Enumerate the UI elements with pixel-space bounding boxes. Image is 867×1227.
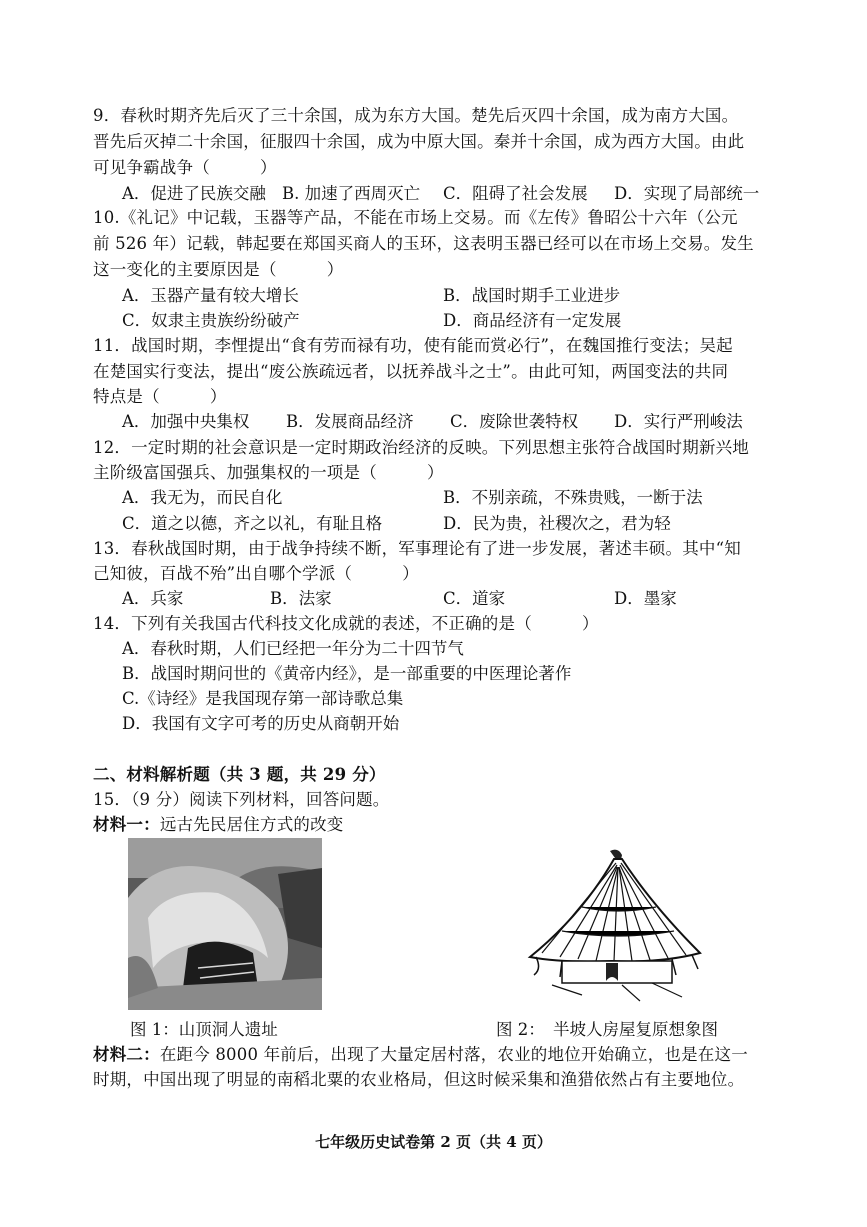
q13-line-2: 己知彼，百战不殆”出自哪个学派（ ）	[93, 564, 419, 583]
q10-option-c: C．奴隶主贵族纷纷破产	[122, 311, 300, 330]
q14-option-a: A．春秋时期，人们已经把一年分为二十四节气	[122, 639, 464, 658]
q10-line-3: 这一变化的主要原因是（ ）	[93, 260, 344, 279]
q9-option-d: D．实现了局部统一	[614, 184, 760, 203]
material-1-label: 材料一：	[93, 815, 160, 834]
q12-option-b: B．不别亲疏，不殊贵贱，一断于法	[443, 488, 703, 507]
q11-line-1: 11．战国时期，李悝提出“食有劳而禄有功，使有能而赏必行”，在魏国推行变法；吴起	[93, 336, 733, 355]
q13-option-d: D．墨家	[614, 589, 677, 608]
q14-option-c: C.《诗经》是我国现存第一部诗歌总集	[122, 689, 404, 708]
q12-line-1: 12．一定时期的社会意识是一定时期政治经济的反映。下列思想主张符合战国时期新兴地	[93, 438, 749, 457]
material-1-text: 远古先民居住方式的改变	[159, 815, 344, 834]
q11-option-d: D．实行严刑峻法	[614, 412, 743, 431]
q12-line-2: 主阶级富国强兵、加强集权的一项是（ ）	[93, 463, 444, 482]
q14-option-b: B．战国时期问世的《黄帝内经》，是一部重要的中医理论著作	[122, 664, 572, 683]
page-footer: 七年级历史试卷第 2 页（共 4 页）	[315, 1133, 552, 1151]
q9-option-b: B. 加速了西周灭亡	[282, 184, 421, 203]
q10-line-2: 前 526 年）记载，韩起要在郑国买商人的玉环，这表明玉器已经可以在市场上交易。发生	[93, 234, 754, 253]
q13-option-c: C．道家	[443, 589, 506, 608]
material-2-line-2: 时期，中国出现了明显的南稻北粟的农业格局，但这时候采集和渔猎依然占有主要地位。	[93, 1070, 745, 1089]
thatched-hut-drawing	[522, 845, 704, 1003]
material-1	[93, 813, 344, 837]
q9-option-a: A．促进了民族交融	[122, 184, 266, 203]
q12-option-d: D．民为贵，社稷次之，君为轻	[443, 514, 671, 533]
q9-option-c: C．阻碍了社会发展	[443, 184, 588, 203]
q11-line-2: 在楚国实行变法，提出“废公族疏远者，以抚养战斗之士”。由此可知，两国变法的共同	[93, 362, 729, 381]
q10-option-b: B．战国时期手工业进步	[443, 286, 621, 305]
figure-1-caption: 图 1：山顶洞人遗址	[130, 1020, 278, 1039]
q13-option-b: B．法家	[270, 589, 332, 608]
cave-photo-image	[128, 838, 322, 1010]
q9-line-2: 晋先后灭掉二十余国，征服四十余国，成为中原大国。秦并十余国，成为西方大国。由此	[93, 132, 745, 151]
material-2-line-1	[93, 1043, 748, 1067]
q14-line-1: 14．下列有关我国古代科技文化成就的表述，不正确的是（ ）	[93, 614, 599, 633]
figure-2-caption: 图 2： 半坡人房屋复原想象图	[496, 1020, 718, 1039]
q12-option-c: C．道之以德，齐之以礼，有耻且格	[122, 514, 383, 533]
q11-option-b: B．发展商品经济	[286, 412, 414, 431]
q10-line-1: 10.《礼记》中记载，玉器等产品，不能在市场上交易。而《左传》鲁昭公十六年（公元	[93, 208, 738, 227]
section-2-heading: 二、材料解析题（共 3 题，共 29 分）	[93, 765, 386, 784]
q11-line-3: 特点是（ ）	[93, 387, 227, 406]
q12-option-a: A．我无为，而民自化	[122, 488, 283, 507]
material-2-text-1: 在距今 8000 年前后，出现了大量定居村落，农业的地位开始确立，也是在这一	[159, 1045, 748, 1064]
q9-line-1: 9．春秋时期齐先后灭了三十余国，成为东方大国。楚先后灭四十余国，成为南方大国。	[93, 106, 739, 125]
q10-option-d: D．商品经济有一定发展	[443, 311, 622, 330]
q13-line-1: 13．春秋战国时期，由于战争持续不断，军事理论有了进一步发展，著述丰硕。其中“知	[93, 539, 741, 558]
q11-option-a: A．加强中央集权	[122, 412, 250, 431]
q13-option-a: A．兵家	[122, 589, 184, 608]
q9-line-3: 可见争霸战争（ ）	[93, 158, 277, 177]
q11-option-c: C．废除世袭特权	[450, 412, 579, 431]
q14-option-d: D．我国有文字可考的历史从商朝开始	[122, 714, 400, 733]
q15-prompt: 15．（9 分）阅读下列材料，回答问题。	[93, 790, 390, 809]
material-2-label: 材料二：	[93, 1045, 160, 1064]
q10-option-a: A．玉器产量有较大增长	[122, 286, 299, 305]
